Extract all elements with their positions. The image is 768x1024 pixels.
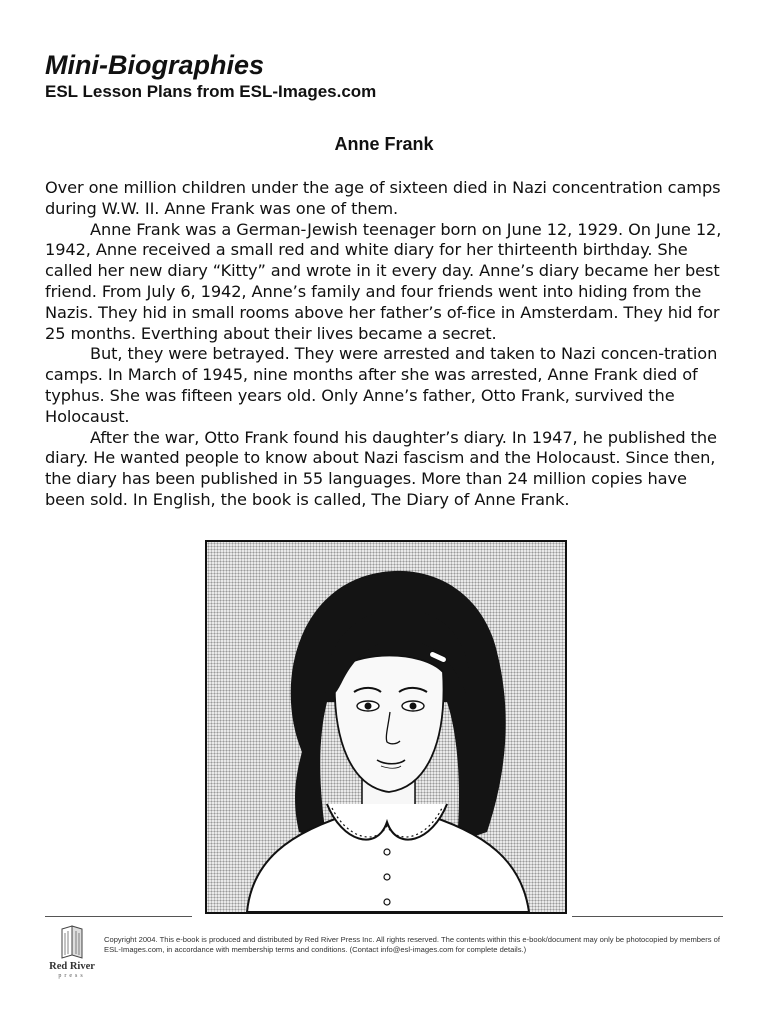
copyright-notice: Copyright 2004. This e-book is produced and distributed by Red River Press Inc. All rights reserved. The contents within this e-book/document may only be photocopied by members of ESL-Images.com, in accordance with membership terms and conditions. (Contact info@esl-images.com for complete details.) [104, 935, 720, 954]
dress-button [384, 849, 390, 855]
footer-divider-left [45, 916, 192, 917]
dress-button [384, 899, 390, 905]
dress-button [384, 874, 390, 880]
logo-name: Red River [49, 961, 95, 972]
red-river-press-logo [44, 925, 100, 981]
footer-divider-right [572, 916, 723, 917]
series-subtitle: ESL Lesson Plans from ESL-Images.com [45, 82, 377, 101]
portrait-illustration [205, 540, 567, 914]
logo-subtitle: press [58, 973, 86, 979]
paragraph-3: But, they were betrayed. They were arrested and taken to Nazi concen-tration camps. In March of 1945, nine months after she was arrested, Anne Frank died of typhus. She was fifteen years old. Only Anne’s father, Otto Frank, survived the Holocaust. [45, 344, 718, 426]
paragraph-2: Anne Frank was a German-Jewish teenager born on June 12, 1929. On June 12, 1942, Anne received a small red and white diary for her thirteenth birthday. She called her new diary “Kitty” and wrote in it every day. Anne’s diary became her best friend. From July 6, 1942, Anne’s family and four friends went into hiding from the Nazis. They hid in small rooms above her father’s of-fice in Amsterdam. They hid for 25 months. Everthing about their lives became a secret. [45, 219, 722, 343]
paragraph-1: Over one million children under the age of sixteen died in Nazi concentration camps during W.W. II. Anne Frank was one of them. [45, 178, 721, 218]
paragraph-4: After the war, Otto Frank found his daughter’s diary. In 1947, he published the diary. He wanted people to know about Nazi fascism and the Holocaust. Since then, the diary has been published in 55 languages. More than 24 million copies have been sold. In English, the book is called, The Diary of Anne Frank. [45, 427, 717, 509]
series-title: Mini-Biographies [45, 50, 265, 80]
header [45, 48, 376, 102]
face [335, 656, 444, 793]
biography-text [45, 178, 725, 511]
books-icon [58, 925, 86, 961]
portrait-drawing [207, 542, 565, 912]
document-title: Anne Frank [334, 134, 434, 154]
